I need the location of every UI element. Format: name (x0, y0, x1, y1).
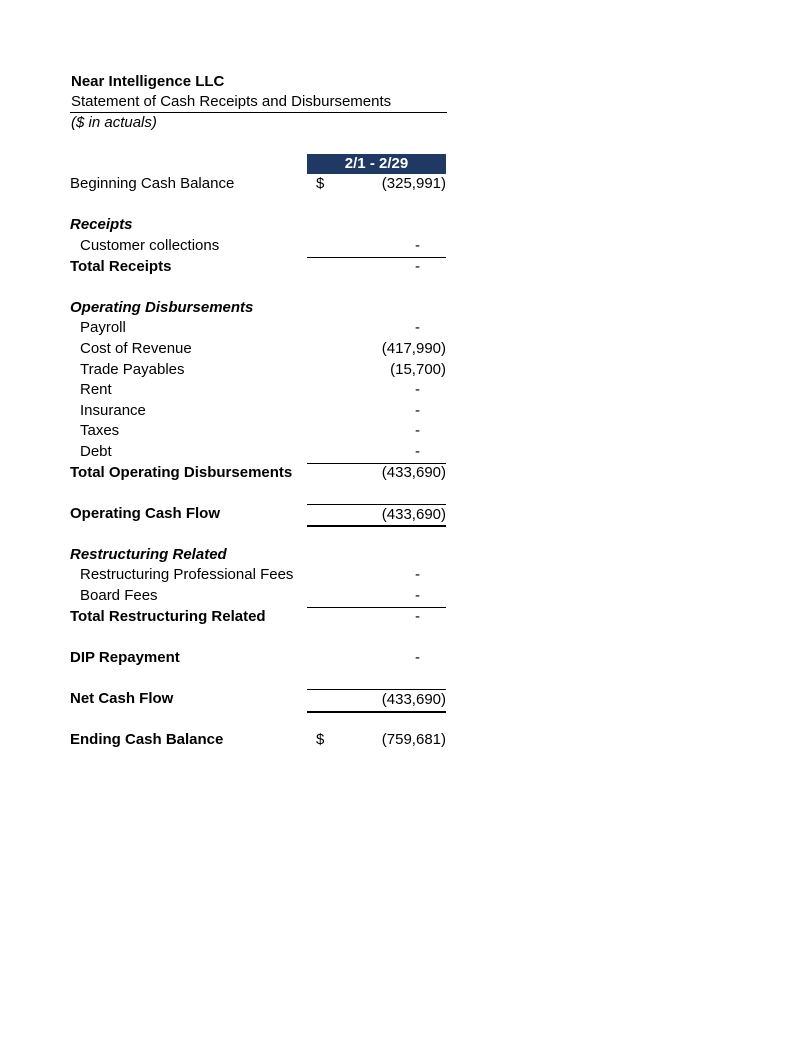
beginning-balance-row (70, 174, 448, 195)
insurance-label: Insurance (80, 401, 146, 419)
cost-of-revenue-value: (417,990) (381, 339, 446, 357)
line-item-row (70, 401, 448, 422)
line-item-row (70, 360, 448, 381)
ending-balance-label: Ending Cash Balance (70, 731, 224, 749)
cash-statement (70, 72, 448, 751)
rent-value: - (415, 381, 420, 399)
payroll-value: - (415, 319, 420, 337)
spacer (70, 195, 448, 216)
restructuring-section-row (70, 545, 448, 566)
total-operating-label: Total Operating Disbursements (70, 463, 293, 481)
total-restructuring-value: - (415, 607, 420, 625)
insurance-value: - (415, 401, 420, 419)
net-cash-flow-value: (433,690) (307, 689, 446, 713)
period-header: 2/1 - 2/29 (307, 154, 446, 175)
statement-title: Statement of Cash Receipts and Disbursements (70, 92, 447, 113)
beginning-balance-value: (325,991) (381, 175, 446, 193)
total-receipts-row (70, 257, 448, 278)
restructuring-fees-label: Restructuring Professional Fees (80, 566, 294, 584)
taxes-label: Taxes (80, 422, 120, 440)
dip-repayment-row (70, 648, 448, 669)
line-item-row (70, 339, 448, 360)
board-fees-label: Board Fees (80, 587, 158, 605)
line-item-row (70, 380, 448, 401)
line-item-row (70, 586, 448, 607)
currency-symbol: $ (316, 175, 325, 193)
spacer (70, 627, 448, 648)
operating-cash-flow-label: Operating Cash Flow (70, 504, 221, 522)
board-fees-value: - (307, 586, 446, 608)
ending-balance-value: (759,681) (381, 731, 446, 749)
line-item-row (70, 236, 448, 257)
units-note: ($ in actuals) (71, 114, 157, 131)
restructuring-section-label: Restructuring Related (70, 545, 227, 563)
receipts-section-label: Receipts (70, 216, 133, 234)
net-cash-flow-row (70, 689, 448, 710)
dip-repayment-label: DIP Repayment (70, 648, 180, 666)
total-receipts-label: Total Receipts (70, 257, 172, 275)
net-cash-flow-label: Net Cash Flow (70, 690, 174, 708)
restructuring-fees-value: - (415, 566, 420, 584)
line-item-row (70, 442, 448, 463)
spacer (70, 710, 448, 731)
spacer (70, 483, 448, 504)
spacer (70, 133, 448, 154)
dip-repayment-value: - (415, 648, 420, 666)
operating-cash-flow-row (70, 504, 448, 525)
total-restructuring-label: Total Restructuring Related (70, 607, 266, 625)
payroll-label: Payroll (80, 319, 126, 337)
spacer (70, 524, 448, 545)
debt-label: Debt (80, 442, 112, 460)
debt-value: - (307, 442, 446, 464)
line-item-row (70, 318, 448, 339)
trade-payables-label: Trade Payables (80, 360, 185, 378)
spacer (70, 277, 448, 298)
total-restructuring-row (70, 607, 448, 628)
cost-of-revenue-label: Cost of Revenue (80, 339, 192, 357)
ending-balance-row (70, 730, 448, 751)
period-header-row (70, 154, 448, 175)
company-name: Near Intelligence LLC (71, 73, 225, 90)
total-operating-row (70, 463, 448, 484)
beginning-balance-label: Beginning Cash Balance (70, 175, 235, 193)
trade-payables-value: (15,700) (390, 360, 446, 378)
total-receipts-value: - (415, 257, 420, 275)
receipts-section-row (70, 215, 448, 236)
total-operating-value: (433,690) (381, 463, 446, 481)
operating-section-label: Operating Disbursements (70, 298, 254, 316)
spacer (70, 668, 448, 689)
operating-section-row (70, 298, 448, 319)
currency-symbol: $ (316, 731, 325, 749)
operating-cash-flow-value: (433,690) (307, 504, 446, 528)
line-item-row (70, 565, 448, 586)
rent-label: Rent (80, 381, 112, 399)
customer-collections-value: - (307, 236, 446, 258)
line-item-row (70, 421, 448, 442)
taxes-value: - (415, 422, 420, 440)
customer-collections-label: Customer collections (80, 236, 220, 254)
